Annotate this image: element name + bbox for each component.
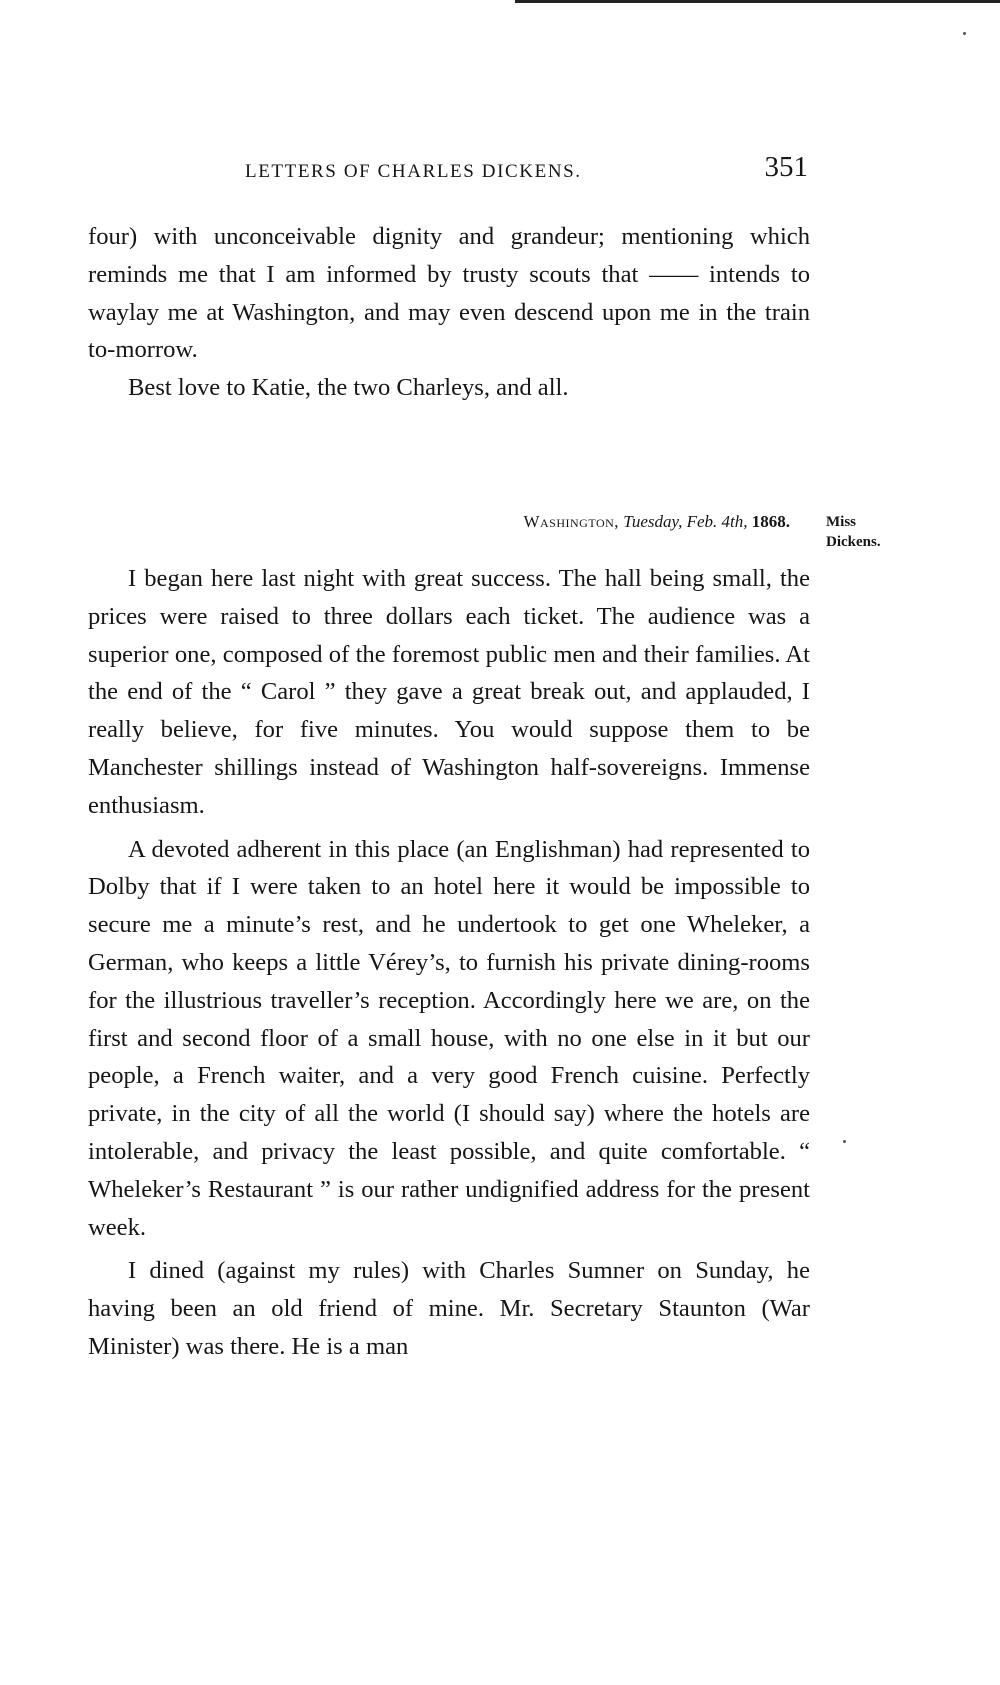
continued-paragraph: four) with unconceivable dignity and grandeur; mentioning which reminds me that I am informed by trusty scouts that —— intends to waylay me at Washington, and may even descend upon me in the train to-morrow. — [88, 223, 810, 364]
recipient-line-1: Miss — [826, 514, 856, 530]
dateline-place: Washington, — [523, 512, 620, 531]
paper-speck — [963, 32, 966, 35]
paper-speck — [843, 1140, 846, 1143]
letter-body — [88, 560, 810, 1366]
body-paragraph-2: A devoted adherent in this place (an Englishman) had represented to Dolby that if I were taken to an hotel here it would be impossible to secure me a minute’s rest, and he undertook to get one Wheleker, a German, who keeps a little Vérey’s, to furnish his private dining-rooms for the illustrious traveller’s reception. Accordingly here we are, on the first and second floor of a small house, with no one else in it but our people, a French waiter, and a very good French cuisine. Perfectly private, in the city of all the world (I should say) where the hotels are intolerable, and privacy the least possible, and quite comfortable. “ Wheleker’s Restaurant ” is our rather undignified address for the present week. — [88, 835, 810, 1241]
running-head: LETTERS OF CHARLES DICKENS. — [245, 161, 582, 182]
dateline-year: 1868. — [751, 512, 790, 531]
body-paragraph-1: I began here last night with great success. The hall being small, the prices were raised to three dollars each ticket. The audience was a superior one, composed of the foremost public men and their families. At the end of the “ Carol ” they gave a great break out, and applauded, I really believe, for five minutes. You would suppose them to be Manchester shillings instead of Washington half-sovereigns. Immense enthusiasm. — [88, 565, 810, 819]
body-paragraph-3: I dined (against my rules) with Charles Sumner on Sunday, he having been an old friend of mine. Mr. Secretary Staunton (War Minister) was there. He is a man — [88, 1257, 810, 1360]
page-number: 351 — [764, 151, 808, 183]
closing-paragraph: Best love to Katie, the two Charleys, and all. — [128, 374, 569, 402]
recipient-line-2: Dickens. — [826, 534, 881, 550]
page-header — [90, 151, 808, 195]
dateline-day: Tuesday, Feb. 4th, — [623, 512, 748, 531]
letter-ending — [88, 218, 810, 407]
recipient-side-note — [826, 512, 881, 552]
top-edge-rule — [515, 0, 1000, 3]
letter-dateline — [420, 512, 790, 532]
